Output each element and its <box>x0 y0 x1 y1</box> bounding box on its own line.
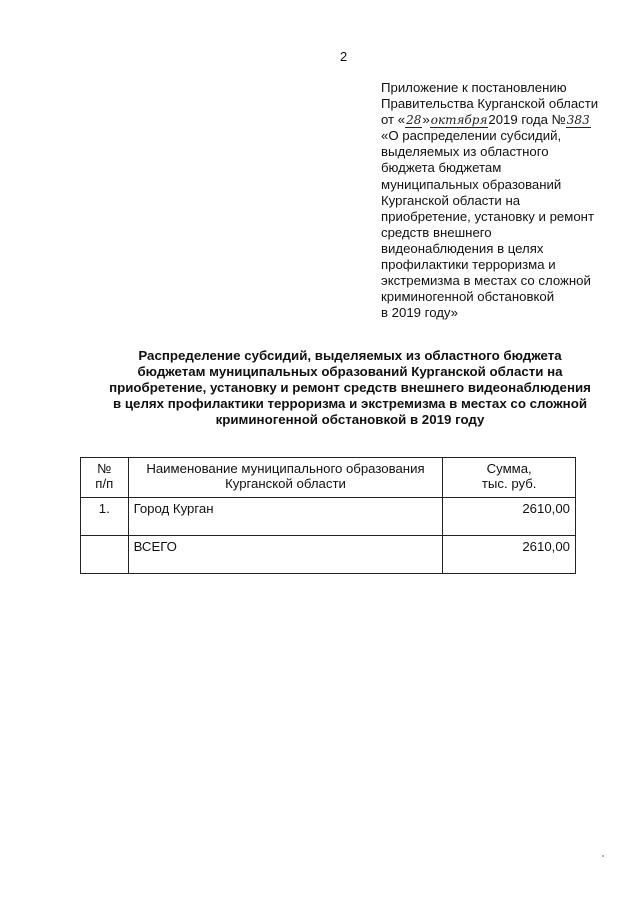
appendix-line: средств внешнего <box>381 224 492 240</box>
row-num: 1. <box>81 498 129 536</box>
title-line: бюджетам муниципальных образований Курганской области на <box>137 364 563 380</box>
appendix-line: профилактики терроризма и <box>381 257 556 273</box>
handwritten-number: 383 <box>566 113 590 128</box>
appendix-date-line <box>381 112 631 128</box>
date-prefix: от « <box>381 112 406 128</box>
header-sum <box>443 458 576 498</box>
row-name: Город Курган <box>128 498 443 536</box>
appendix-line: криминогенной обстановкой <box>381 289 555 305</box>
header-name-line1: Наименование муниципального образования <box>146 461 425 476</box>
appendix-line: в 2019 году» <box>381 305 459 321</box>
total-num <box>81 536 129 574</box>
total-sum: 2610,00 <box>443 536 576 574</box>
appendix-line: бюджета бюджетам <box>381 160 502 176</box>
table-row <box>81 498 576 536</box>
date-mid: » <box>422 112 430 128</box>
appendix-line: «О распределении субсидий, <box>381 128 562 144</box>
appendix-line: видеонаблюдения в целях <box>381 240 544 256</box>
appendix-line: экстремизма в местах со сложной <box>381 273 591 289</box>
subsidy-table <box>80 457 576 574</box>
header-num-line1: № <box>97 461 112 476</box>
scan-speck <box>602 855 604 857</box>
header-sum-line2: тыс. руб. <box>481 476 537 491</box>
handwritten-day: 28 <box>406 113 422 128</box>
row-sum: 2610,00 <box>443 498 576 536</box>
appendix-line: выделяемых из областного <box>381 144 549 160</box>
table-header-row <box>81 458 576 498</box>
title-line: приобретение, установку и ремонт средств внешнего видеонаблюдения <box>109 380 591 396</box>
page-number: 2 <box>340 49 348 64</box>
total-name: ВСЕГО <box>128 536 443 574</box>
table-total-row <box>81 536 576 574</box>
appendix-line: приобретение, установку и ремонт <box>381 208 594 224</box>
appendix-line: Курганской области на <box>381 192 521 208</box>
header-sum-line1: Сумма, <box>486 461 532 476</box>
header-name-line2: Курганской области <box>225 476 346 491</box>
header-num-line2: п/п <box>95 476 114 491</box>
title-line: криминогенной обстановкой в 2019 году <box>215 412 485 428</box>
header-num <box>81 458 129 498</box>
title-line: Распределение субсидий, выделяемых из областного бюджета <box>138 348 562 363</box>
handwritten-month: октября <box>430 113 488 128</box>
appendix-line: Приложение к постановлению <box>381 80 567 95</box>
date-year: 2019 года № <box>488 112 566 128</box>
document-title <box>90 348 610 428</box>
header-name <box>128 458 443 498</box>
appendix-line: муниципальных образований <box>381 176 562 192</box>
appendix-block <box>381 80 631 321</box>
appendix-line: Правительства Курганской области <box>381 96 599 112</box>
title-line: в целях профилактики терроризма и экстремизма в местах со сложной <box>113 396 587 412</box>
